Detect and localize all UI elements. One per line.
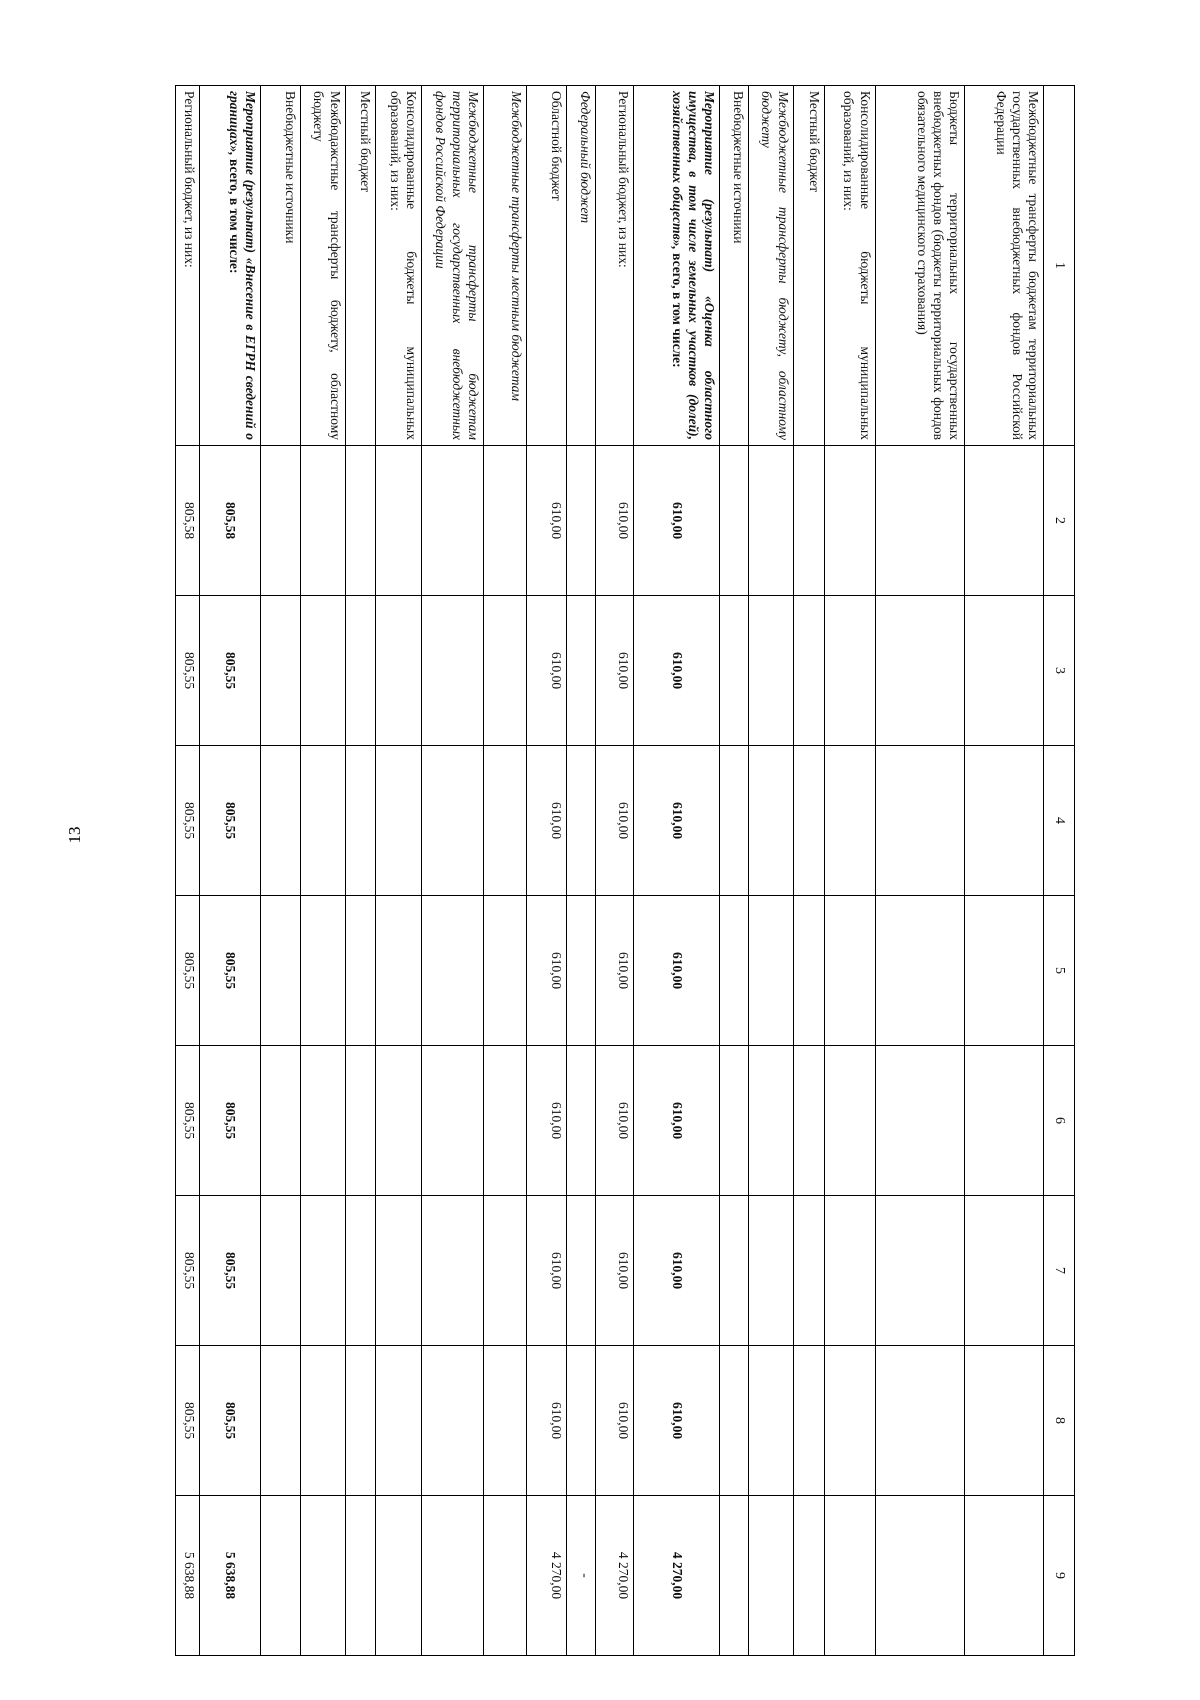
column-header: 2 <box>1044 446 1075 596</box>
row-value <box>375 746 421 896</box>
row-value <box>375 596 421 746</box>
row-value <box>749 1496 793 1656</box>
table-row <box>965 86 1044 1656</box>
row-value <box>749 896 793 1046</box>
row-value: 610,00 <box>526 596 566 746</box>
row-value <box>375 1046 421 1196</box>
row-value: 610,00 <box>526 446 566 596</box>
row-value <box>965 896 1044 1046</box>
row-value <box>824 596 875 746</box>
row-label-title: Мероприятие (результат) «Оценка областного имущества, в том числе земельных участков (долей), хозяйственных обществ», <box>669 91 718 440</box>
row-label: Внебюджетные источники <box>261 86 301 446</box>
row-label: Межбюдажстные трансферты бюджету, областному бюджету <box>301 86 345 446</box>
row-value: 610,00 <box>633 896 719 1046</box>
row-value <box>793 1496 824 1656</box>
row-value: 610,00 <box>633 746 719 896</box>
row-label <box>199 86 261 446</box>
row-value <box>965 446 1044 596</box>
row-value <box>261 1346 301 1496</box>
table-row <box>633 86 719 1656</box>
row-value <box>301 1346 345 1496</box>
row-value <box>345 896 375 1046</box>
row-value: - <box>566 1496 595 1656</box>
row-value <box>483 1196 526 1346</box>
row-value <box>875 1346 965 1496</box>
row-value <box>261 446 301 596</box>
row-value: 610,00 <box>596 746 634 896</box>
row-label: Межбюджетные трансферты бюджетам территориальных государственных внебюджетных фондов Российской Федерации <box>422 86 484 446</box>
row-label: Межбюджетные трансферты местным бюджетам <box>483 86 526 446</box>
row-value: 805,55 <box>176 1046 200 1196</box>
row-value <box>824 746 875 896</box>
row-value <box>875 596 965 746</box>
row-value: 805,58 <box>199 446 261 596</box>
row-value <box>345 1196 375 1346</box>
row-value <box>301 1496 345 1656</box>
row-value <box>345 1346 375 1496</box>
row-value <box>720 1196 749 1346</box>
row-value <box>793 596 824 746</box>
row-value <box>875 1196 965 1346</box>
table-row <box>483 86 526 1656</box>
row-value <box>422 746 484 896</box>
row-label: Местный бюджет <box>793 86 824 446</box>
row-value <box>875 1046 965 1196</box>
row-value: 805,55 <box>176 746 200 896</box>
row-value <box>483 896 526 1046</box>
row-value <box>345 1046 375 1196</box>
row-value: 610,00 <box>526 1346 566 1496</box>
row-value <box>965 1496 1044 1656</box>
column-header: 4 <box>1044 746 1075 896</box>
row-value: 805,55 <box>199 896 261 1046</box>
row-value <box>301 1196 345 1346</box>
row-value <box>749 1346 793 1496</box>
column-header: 5 <box>1044 896 1075 1046</box>
row-value: 610,00 <box>633 446 719 596</box>
row-value <box>824 1346 875 1496</box>
budget-table <box>175 85 1075 1656</box>
table-row <box>720 86 749 1656</box>
row-value <box>301 1046 345 1196</box>
table-row <box>749 86 793 1656</box>
row-value: 610,00 <box>596 1196 634 1346</box>
row-value <box>422 596 484 746</box>
row-value: 805,55 <box>199 1196 261 1346</box>
row-value <box>749 596 793 746</box>
row-value <box>566 1196 595 1346</box>
row-value <box>261 896 301 1046</box>
row-value <box>422 1196 484 1346</box>
page-number: 13 <box>65 826 84 844</box>
table-row <box>422 86 484 1656</box>
row-value: 610,00 <box>633 596 719 746</box>
row-label-title: Мероприятие (результат) «Внесение в ЕГРН сведений о границах», <box>227 91 259 440</box>
row-value <box>793 1196 824 1346</box>
row-label: Бюджеты территориальных государственных внебюджетных фондов (бюджеты территориальных фондов обязательного медицинского страхования) <box>875 86 965 446</box>
row-value <box>301 896 345 1046</box>
row-value <box>965 596 1044 746</box>
row-value <box>965 1046 1044 1196</box>
row-value: 610,00 <box>596 596 634 746</box>
row-value: 805,55 <box>176 1346 200 1496</box>
row-label: Внебюджетные источники <box>720 86 749 446</box>
row-value: 805,55 <box>176 1196 200 1346</box>
table-row <box>526 86 566 1656</box>
row-value <box>483 1496 526 1656</box>
column-header: 3 <box>1044 596 1075 746</box>
row-value <box>422 896 484 1046</box>
row-label: Консолидированные бюджеты муниципальных образований, из них: <box>375 86 421 446</box>
row-value <box>824 1046 875 1196</box>
row-label: Федеральный бюджет <box>566 86 595 446</box>
row-value <box>375 446 421 596</box>
table-row <box>345 86 375 1656</box>
column-header: 1 <box>1044 86 1075 446</box>
row-value <box>261 596 301 746</box>
column-header: 7 <box>1044 1196 1075 1346</box>
row-value <box>875 446 965 596</box>
row-value <box>749 1196 793 1346</box>
row-value <box>965 746 1044 896</box>
row-value: 805,55 <box>176 596 200 746</box>
row-value <box>875 1496 965 1656</box>
row-value <box>375 1346 421 1496</box>
column-header: 9 <box>1044 1496 1075 1656</box>
row-value: 5 638,88 <box>199 1496 261 1656</box>
table-row <box>176 86 200 1656</box>
row-value <box>875 746 965 896</box>
row-value <box>566 896 595 1046</box>
row-value: 4 270,00 <box>633 1496 719 1656</box>
row-label: Местный бюджет <box>345 86 375 446</box>
row-value <box>345 746 375 896</box>
row-value <box>566 1046 595 1196</box>
row-value: 4 270,00 <box>526 1496 566 1656</box>
row-value <box>566 596 595 746</box>
row-value <box>566 446 595 596</box>
row-value <box>261 746 301 896</box>
row-label: Региональный бюджет, из них: <box>176 86 200 446</box>
row-value <box>824 446 875 596</box>
row-value <box>261 1496 301 1656</box>
row-value <box>422 1346 484 1496</box>
row-label: Областной бюджет <box>526 86 566 446</box>
header-row <box>1044 86 1075 1656</box>
row-value: 610,00 <box>596 446 634 596</box>
table-row <box>375 86 421 1656</box>
row-value <box>375 1496 421 1656</box>
row-value: 805,55 <box>199 596 261 746</box>
row-value: 805,55 <box>199 1046 261 1196</box>
row-value: 610,00 <box>596 896 634 1046</box>
row-value <box>301 596 345 746</box>
row-value <box>720 1046 749 1196</box>
row-value: 610,00 <box>633 1046 719 1196</box>
row-value <box>422 1496 484 1656</box>
row-value <box>483 746 526 896</box>
row-label <box>633 86 719 446</box>
row-value <box>566 746 595 896</box>
row-value <box>793 446 824 596</box>
row-value <box>422 1046 484 1196</box>
table-row <box>199 86 261 1656</box>
table-row <box>301 86 345 1656</box>
table-row <box>824 86 875 1656</box>
row-value <box>720 1496 749 1656</box>
row-value <box>301 746 345 896</box>
column-header: 6 <box>1044 1046 1075 1196</box>
row-value <box>720 596 749 746</box>
row-value <box>824 1196 875 1346</box>
table-row <box>566 86 595 1656</box>
row-value <box>793 896 824 1046</box>
row-value <box>965 1346 1044 1496</box>
row-label: Региональный бюджет, из них: <box>596 86 634 446</box>
row-value: 805,58 <box>176 446 200 596</box>
row-value: 4 270,00 <box>596 1496 634 1656</box>
row-value <box>483 1046 526 1196</box>
row-label: Межбюджетные трансферты бюджетам территориальных государственных внебюджетных фондов Российской Федерации <box>965 86 1044 446</box>
row-value: 610,00 <box>526 1196 566 1346</box>
row-value <box>749 1046 793 1196</box>
row-value <box>720 1346 749 1496</box>
row-label: Межбюджетные трансферты бюджету, областному бюджету <box>749 86 793 446</box>
row-value <box>793 746 824 896</box>
row-value: 805,55 <box>199 1346 261 1496</box>
table-row <box>596 86 634 1656</box>
table-row <box>261 86 301 1656</box>
row-label: Консолидированные бюджеты муниципальных образований, из них: <box>824 86 875 446</box>
row-value: 610,00 <box>596 1046 634 1196</box>
row-value <box>824 1496 875 1656</box>
row-value <box>720 446 749 596</box>
row-value <box>875 896 965 1046</box>
table-row <box>875 86 965 1656</box>
row-value <box>375 1196 421 1346</box>
row-value <box>566 1346 595 1496</box>
table-row <box>793 86 824 1656</box>
row-value <box>720 746 749 896</box>
row-value: 5 638,88 <box>176 1496 200 1656</box>
row-value: 805,55 <box>199 746 261 896</box>
row-value <box>483 596 526 746</box>
row-value: 610,00 <box>526 896 566 1046</box>
row-value <box>824 896 875 1046</box>
column-header: 8 <box>1044 1346 1075 1496</box>
row-value <box>345 596 375 746</box>
row-value <box>483 446 526 596</box>
row-value <box>483 1346 526 1496</box>
row-value: 610,00 <box>633 1196 719 1346</box>
rotated-table-container <box>175 85 1075 1655</box>
row-label-suffix: всего, в том числе: <box>227 155 243 274</box>
row-label-suffix: всего, в том числе: <box>669 249 685 368</box>
row-value <box>261 1046 301 1196</box>
row-value: 610,00 <box>596 1346 634 1496</box>
row-value: 805,55 <box>176 896 200 1046</box>
row-value <box>965 1196 1044 1346</box>
row-value <box>345 1496 375 1656</box>
row-value <box>261 1196 301 1346</box>
row-value: 610,00 <box>526 1046 566 1196</box>
row-value <box>422 446 484 596</box>
row-value <box>301 446 345 596</box>
row-value <box>749 446 793 596</box>
row-value: 610,00 <box>633 1346 719 1496</box>
row-value <box>720 896 749 1046</box>
row-value <box>749 746 793 896</box>
row-value <box>793 1346 824 1496</box>
row-value <box>793 1046 824 1196</box>
row-value <box>375 896 421 1046</box>
row-value <box>345 446 375 596</box>
row-value: 610,00 <box>526 746 566 896</box>
